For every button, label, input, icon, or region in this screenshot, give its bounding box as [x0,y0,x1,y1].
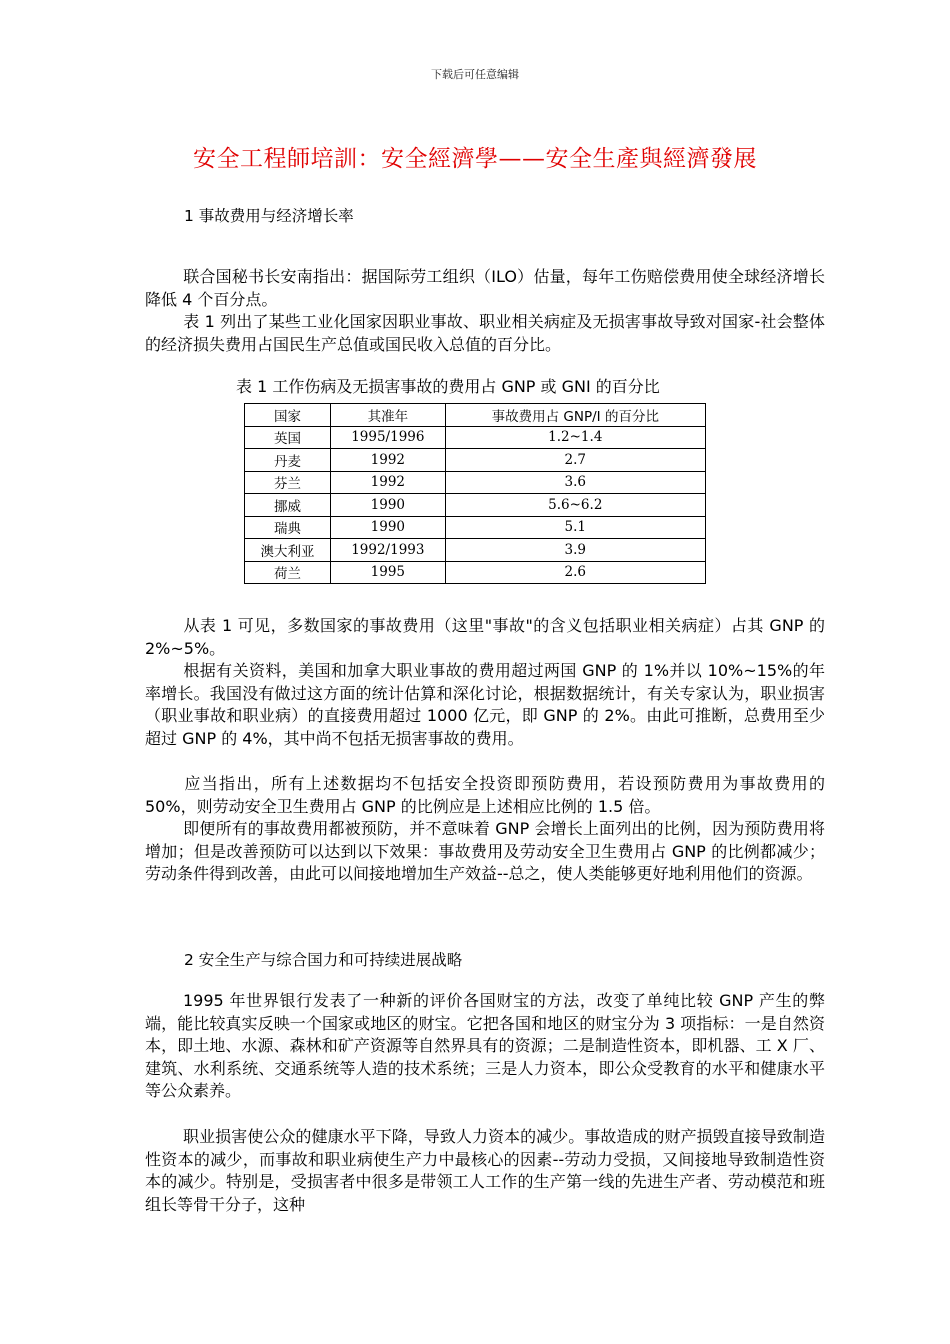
section2-para1: 1995 年世界银行发表了一种新的评价各国财宝的方法，改变了单纯比较 GNP 产生的弊端，能比较真实反映一个国家或地区的财宝。它把各国和地区的财宝分为 3 项指标：一是自然资本，即土地、水源、森林和矿产资源等自然界具有的资源；二是制造性资本，即机器、工 X 厂、建筑、水利系统、交通系统等人造的技术系统；三是人力资本，即公众受教育的水平和健康水平等公众素养。 [145,991,825,1100]
section1-para1: 联合国秘书长安南指出：据国际劳工组织（ILO）估量，每年工伤赔偿费用使全球经济增长降低 4 个百分点。 [145,267,825,309]
page-title: 安全工程師培訓：安全經濟學——安全生產與經濟發展 [193,146,757,172]
table-row [245,539,706,562]
table-cell-country: 瑞典 [245,516,331,539]
table-header-percent: 事故费用占 GNP/I 的百分比 [445,404,705,427]
table-cell-country: 挪威 [245,494,331,517]
table-cell-percent: 5.6~6.2 [445,494,705,517]
table-cell-year: 1990 [331,516,445,539]
table-header-year: 其准年 [331,404,445,427]
table-cell-year: 1992/1993 [331,539,445,562]
table-cell-percent: 1.2~1.4 [445,426,705,449]
table-cell-country: 丹麦 [245,449,331,472]
table-cell-country: 荷兰 [245,561,331,584]
table-header-row [245,404,706,427]
table-caption: 表 1 工作伤病及无损害事故的费用占 GNP 或 GNI 的百分比 [236,377,660,396]
section1-para2: 表 1 列出了某些工业化国家因职业事故、职业相关病症及无损害事故导致对国家-社会整体的经济损失费用占国民生产总值或国民收入总值的百分比。 [145,312,825,354]
section1-heading: 1 事故费用与经济增长率 [184,207,354,225]
section2-heading: 2 安全生产与综合国力和可持续进展战略 [184,951,463,969]
section1-para3: 从表 1 可见，多数国家的事故费用（这里"事故"的含义包括职业相关病症）占其 GNP 的 2%~5%。 [145,616,825,658]
data-table [244,403,706,584]
table-cell-country: 澳大利亚 [245,539,331,562]
table-cell-country: 英国 [245,426,331,449]
table-row [245,516,706,539]
table-cell-percent: 2.7 [445,449,705,472]
table-row [245,471,706,494]
table-cell-year: 1992 [331,471,445,494]
table-header-country: 国家 [245,404,331,427]
table-cell-country: 芬兰 [245,471,331,494]
table-cell-percent: 3.9 [445,539,705,562]
table-row [245,561,706,584]
table-cell-percent: 5.1 [445,516,705,539]
table-row [245,426,706,449]
table-cell-year: 1990 [331,494,445,517]
section1-para5: 应当指出，所有上述数据均不包括安全投资即预防费用，若设预防费用为事故费用的 50%，则劳动安全卫生费用占 GNP 的比例应是上述相应比例的 1.5 倍。 [145,774,825,816]
table-cell-percent: 3.6 [445,471,705,494]
header-note: 下载后可任意编辑 [431,68,519,81]
table-row [245,449,706,472]
table-cell-year: 1992 [331,449,445,472]
table-row [245,494,706,517]
table-cell-percent: 2.6 [445,561,705,584]
section1-para4: 根据有关资料，美国和加拿大职业事故的费用超过两国 GNP 的 1%并以 10%~15%的年率增长。我国没有做过这方面的统计估算和深化讨论，根据数据统计，有关专家认为，职业损害（职业事故和职业病）的直接费用超过 1000 亿元，即 GNP 的 2%。由此可推断，总费用至少超过 GNP 的 4%，其中尚不包括无损害事故的费用。 [145,661,825,748]
section2-para2: 职业损害使公众的健康水平下降，导致人力资本的减少。事故造成的财产损毁直接导致制造性资本的减少，而事故和职业病使生产力中最核心的因素--劳动力受损，又间接地导致制造性资本的减少。特别是，受损害者中很多是带领工人工作的生产第一线的先进生产者、劳动模范和班组长等骨干分子，这种 [145,1127,825,1214]
section1-para6: 即便所有的事故费用都被预防，并不意味着 GNP 会增长上面列出的比例，因为预防费用将增加；但是改善预防可以达到以下效果：事故费用及劳动安全卫生费用占 GNP 的比例都减少；劳动条件得到改善，由此可以间接地增加生产效益--总之，使人类能够更好地利用他们的资源。 [145,819,825,883]
table-cell-year: 1995/1996 [331,426,445,449]
table-cell-year: 1995 [331,561,445,584]
